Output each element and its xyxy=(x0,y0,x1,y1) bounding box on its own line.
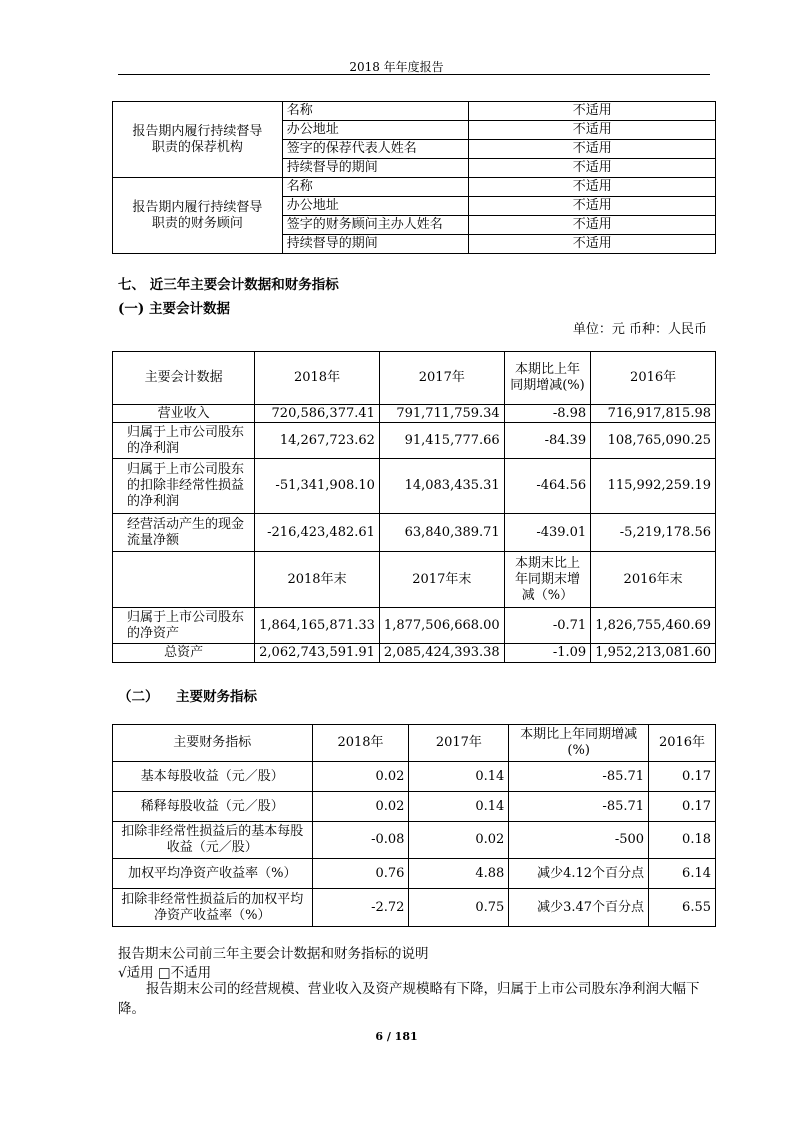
table-cell: 签字的保荐代表人姓名 xyxy=(282,140,469,159)
table-cell: 名称 xyxy=(282,178,469,197)
column-header xyxy=(113,552,255,608)
row-label: 稀释每股收益（元／股） xyxy=(113,792,313,822)
table-cell: -216,423,482.61 xyxy=(255,514,380,552)
table-cell: 6.14 xyxy=(649,859,716,889)
row-label: 扣除非经常性损益后的基本每股收益（元／股） xyxy=(113,822,313,859)
table-cell: 办公地址 xyxy=(282,121,469,140)
row-label: 归属于上市公司股东的净利润 xyxy=(113,423,255,459)
table-cell: -500 xyxy=(509,822,649,859)
sponsor-group-label: 报告期内履行持续督导职责的保荐机构 xyxy=(113,102,283,178)
table-cell: 办公地址 xyxy=(282,197,469,216)
table-cell: 1,864,165,871.33 xyxy=(255,608,380,644)
table-cell: 不适用 xyxy=(469,159,716,178)
row-label: 扣除非经常性损益后的加权平均净资产收益率（%） xyxy=(113,889,313,927)
row-label: 加权平均净资产收益率（%） xyxy=(113,859,313,889)
table-cell: -85.71 xyxy=(509,792,649,822)
column-header: 本期末比上年同期末增减（%） xyxy=(504,552,591,608)
table-cell: 不适用 xyxy=(469,235,716,254)
table-cell: 不适用 xyxy=(469,216,716,235)
table-cell: -2.72 xyxy=(312,889,409,927)
column-header: 2018年 xyxy=(312,725,409,762)
table-cell: 108,765,090.25 xyxy=(591,423,716,459)
financial-indicators-table xyxy=(112,724,716,927)
table-cell: -5,219,178.56 xyxy=(591,514,716,552)
table-cell: -0.08 xyxy=(312,822,409,859)
column-header: 2018年 xyxy=(255,352,380,405)
accounting-data-table xyxy=(112,351,716,663)
table-cell: 14,267,723.62 xyxy=(255,423,380,459)
table-cell: 减少4.12个百分点 xyxy=(509,859,649,889)
table-cell: 6.55 xyxy=(649,889,716,927)
column-header: 2017年 xyxy=(409,725,509,762)
table-cell: -439.01 xyxy=(504,514,591,552)
row-label: 经营活动产生的现金流量净额 xyxy=(113,514,255,552)
table-cell: 115,992,259.19 xyxy=(591,459,716,514)
row-label: 归属于上市公司股东的扣除非经常性损益的净利润 xyxy=(113,459,255,514)
column-header: 主要会计数据 xyxy=(113,352,255,405)
page-header-title: 2018 年年度报告 xyxy=(349,60,444,74)
row-label: 营业收入 xyxy=(113,405,255,423)
column-header: 主要财务指标 xyxy=(113,725,313,762)
table-cell: 0.14 xyxy=(409,792,509,822)
column-header: 本期比上年同期增减(%) xyxy=(504,352,591,405)
table-cell: -1.09 xyxy=(504,644,591,663)
table-cell: 2,085,424,393.38 xyxy=(379,644,504,663)
table-cell: 持续督导的期间 xyxy=(282,235,469,254)
table-cell: 0.75 xyxy=(409,889,509,927)
table-cell: 720,586,377.41 xyxy=(255,405,380,423)
table-cell: 持续督导的期间 xyxy=(282,159,469,178)
table-cell: -0.71 xyxy=(504,608,591,644)
table-cell: 4.88 xyxy=(409,859,509,889)
table-cell: -85.71 xyxy=(509,762,649,792)
sponsor-table xyxy=(112,101,716,254)
table-cell: 0.17 xyxy=(649,762,716,792)
applicable-checkbox-text: √适用 □不适用 xyxy=(118,965,212,981)
table-cell: -8.98 xyxy=(504,405,591,423)
column-header: 2016年 xyxy=(591,352,716,405)
table-cell: 减少3.47个百分点 xyxy=(509,889,649,927)
table-cell: 791,711,759.34 xyxy=(379,405,504,423)
unit-note: 单位：元 币种：人民币 xyxy=(572,322,707,337)
page-number: 6 / 181 xyxy=(375,1030,418,1043)
table-cell: 2,062,743,591.91 xyxy=(255,644,380,663)
table-cell: 91,415,777.66 xyxy=(379,423,504,459)
table-cell: -84.39 xyxy=(504,423,591,459)
table-cell: 签字的财务顾问主办人姓名 xyxy=(282,216,469,235)
table-cell: -464.56 xyxy=(504,459,591,514)
subsection-heading: (一) 主要会计数据 xyxy=(118,301,230,317)
notes-paragraph: 报告期末公司的经营规模、营业收入及资产规模略有下降，归属于上市公司股东净利润大幅下降。 xyxy=(118,981,700,1017)
table-cell: 63,840,389.71 xyxy=(379,514,504,552)
subsection-number: （二） xyxy=(118,689,159,705)
advisor-group-label: 报告期内履行持续督导职责的财务顾问 xyxy=(113,178,283,254)
row-label: 归属于上市公司股东的净资产 xyxy=(113,608,255,644)
table-cell: 不适用 xyxy=(469,197,716,216)
column-header: 2016年末 xyxy=(591,552,716,608)
section-heading: 七、 近三年主要会计数据和财务指标 xyxy=(118,277,339,293)
table-cell: 不适用 xyxy=(469,140,716,159)
column-header: 2017年末 xyxy=(379,552,504,608)
notes-title: 报告期末公司前三年主要会计数据和财务指标的说明 xyxy=(118,946,429,962)
table-cell: 716,917,815.98 xyxy=(591,405,716,423)
header-divider xyxy=(118,74,710,75)
table-cell: 14,083,435.31 xyxy=(379,459,504,514)
table-cell: 0.02 xyxy=(312,762,409,792)
table-cell: 不适用 xyxy=(469,178,716,197)
table-cell: 0.17 xyxy=(649,792,716,822)
table-cell: 不适用 xyxy=(469,121,716,140)
column-header: 本期比上年同期增减(%) xyxy=(509,725,649,762)
table-cell: 不适用 xyxy=(469,102,716,121)
table-cell: 名称 xyxy=(282,102,469,121)
column-header: 2017年 xyxy=(379,352,504,405)
row-label: 总资产 xyxy=(113,644,255,663)
subsection-heading: 主要财务指标 xyxy=(176,689,257,705)
table-cell: 0.18 xyxy=(649,822,716,859)
table-cell: 0.76 xyxy=(312,859,409,889)
column-header: 2016年 xyxy=(649,725,716,762)
table-cell: 1,826,755,460.69 xyxy=(591,608,716,644)
table-cell: 0.02 xyxy=(409,822,509,859)
row-label: 基本每股收益（元／股） xyxy=(113,762,313,792)
table-cell: 1,952,213,081.60 xyxy=(591,644,716,663)
table-cell: 0.02 xyxy=(312,792,409,822)
column-header: 2018年末 xyxy=(255,552,380,608)
table-cell: -51,341,908.10 xyxy=(255,459,380,514)
table-cell: 0.14 xyxy=(409,762,509,792)
table-cell: 1,877,506,668.00 xyxy=(379,608,504,644)
